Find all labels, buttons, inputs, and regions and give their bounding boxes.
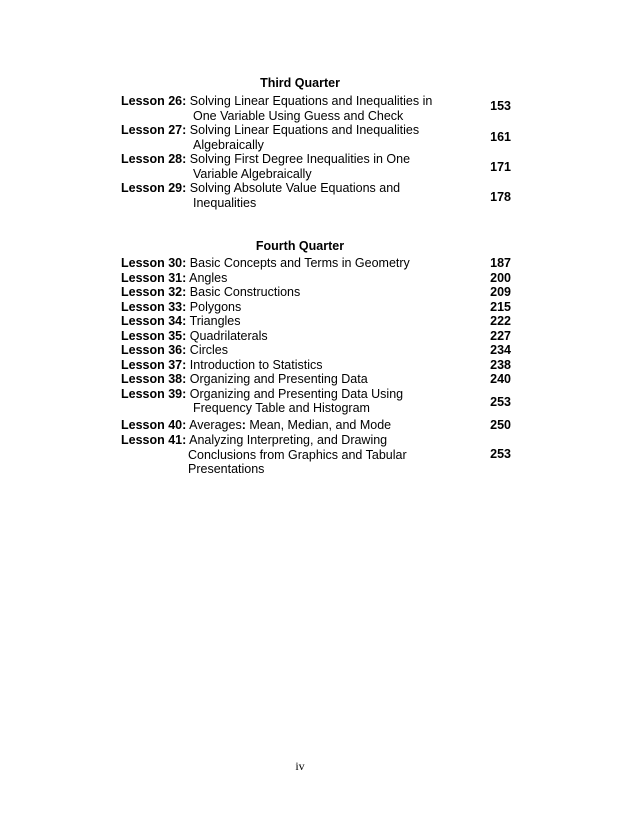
lesson-label: Lesson 31: [121, 270, 187, 285]
page-footer-number: iv [295, 759, 305, 773]
page-number-lesson-27: 161 [490, 130, 511, 144]
page-number-lesson-35: 227 [490, 328, 511, 343]
lesson-title: Introduction to Statistics [189, 357, 323, 372]
page-number-lesson-26: 153 [490, 99, 511, 113]
toc-entry-lesson-39 [121, 387, 511, 416]
lesson-label: Lesson 37: [121, 357, 187, 372]
lesson-label: Lesson 27: [121, 123, 187, 137]
lesson-title: Organizing and Presenting Data Using [189, 386, 404, 401]
page-number-lesson-31: 200 [490, 270, 511, 285]
toc-entry-lesson-30 [121, 256, 511, 271]
toc-entry-lesson-38 [121, 372, 511, 387]
lesson-title-continued: Algebraically [193, 137, 264, 152]
toc-entry-lesson-32 [121, 285, 511, 300]
toc-entry-lesson-33 [121, 300, 511, 315]
page-number-lesson-34: 222 [490, 314, 511, 328]
toc-entry-lesson-27 [121, 123, 511, 152]
lesson-title-colon: : [241, 418, 250, 432]
toc-entry-lesson-37 [121, 358, 511, 373]
toc-entry-lesson-41 [121, 433, 511, 477]
lesson-title-continued: Variable Algebraically [193, 166, 312, 181]
lesson-label: Lesson 34: [121, 314, 187, 328]
lesson-title-continued: Conclusions from Graphics and Tabular [188, 447, 407, 462]
lesson-title-continued: One Variable Using Guess and Check [193, 108, 404, 123]
page-number-lesson-37: 238 [490, 357, 511, 372]
lesson-label: Lesson 38: [121, 372, 187, 386]
lesson-label: Lesson 40: [121, 418, 187, 432]
page-number-lesson-29: 178 [490, 190, 511, 204]
lesson-title: Basic Constructions [189, 285, 301, 299]
lesson-title: Basic Concepts and Terms in Geometry [189, 256, 410, 270]
toc-entry-lesson-35 [121, 329, 511, 344]
toc-entry-lesson-28 [121, 152, 511, 181]
lesson-title: Polygons [189, 299, 242, 314]
lesson-label: Lesson 28: [121, 152, 187, 166]
toc-entry-lesson-26 [121, 94, 511, 123]
lesson-title: Circles [189, 343, 228, 357]
lesson-label: Lesson 33: [121, 299, 187, 314]
lesson-title: Solving Absolute Value Equations and [189, 181, 401, 195]
toc-entry-lesson-31 [121, 271, 511, 286]
lesson-label: Lesson 30: [121, 256, 187, 270]
page-number-lesson-33: 215 [490, 299, 511, 314]
lesson-label: Lesson 35: [121, 328, 187, 343]
lesson-title-continued-2: Presentations [188, 462, 265, 476]
lesson-title-continued: Frequency Table and Histogram [193, 401, 370, 415]
toc-entry-lesson-40 [121, 418, 511, 433]
toc-entry-lesson-34 [121, 314, 511, 329]
lesson-label: Lesson 29: [121, 181, 187, 195]
lesson-title: Solving Linear Equations and Inequalities in [189, 94, 433, 108]
page-number-lesson-41: 253 [490, 447, 511, 461]
lesson-title: Angles [189, 270, 228, 285]
lesson-title-rest: Mean, Median, and Mode [249, 418, 392, 432]
page-number-lesson-38: 240 [490, 372, 511, 386]
page-number-lesson-32: 209 [490, 285, 511, 299]
page-number-lesson-36: 234 [490, 343, 511, 357]
toc-entry-lesson-36 [121, 343, 511, 358]
lesson-title: Solving Linear Equations and Inequalities [189, 123, 420, 137]
lesson-title: Organizing and Presenting Data [189, 372, 368, 386]
page-number-lesson-39: 253 [490, 395, 511, 409]
lesson-title: Quadrilaterals [189, 328, 268, 343]
lesson-label: Lesson 41: [121, 433, 187, 447]
lesson-label: Lesson 39: [121, 386, 187, 401]
page-number-lesson-30: 187 [490, 256, 511, 270]
lesson-label: Lesson 36: [121, 343, 187, 357]
fourth-quarter-title: Fourth Quarter [255, 239, 345, 253]
page-number-lesson-28: 171 [490, 160, 511, 174]
lesson-title: Analyzing Interpreting, and Drawing [189, 433, 388, 447]
lesson-title: Triangles [189, 314, 241, 328]
page-number-lesson-40: 250 [490, 418, 511, 432]
lesson-title: Averages [189, 418, 242, 432]
third-quarter-title: Third Quarter [260, 76, 340, 90]
lesson-title: Solving First Degree Inequalities in One [189, 152, 411, 166]
toc-entry-lesson-29 [121, 181, 511, 210]
lesson-label: Lesson 26: [121, 94, 187, 108]
lesson-title-continued: Inequalities [193, 195, 257, 210]
lesson-label: Lesson 32: [121, 285, 187, 299]
